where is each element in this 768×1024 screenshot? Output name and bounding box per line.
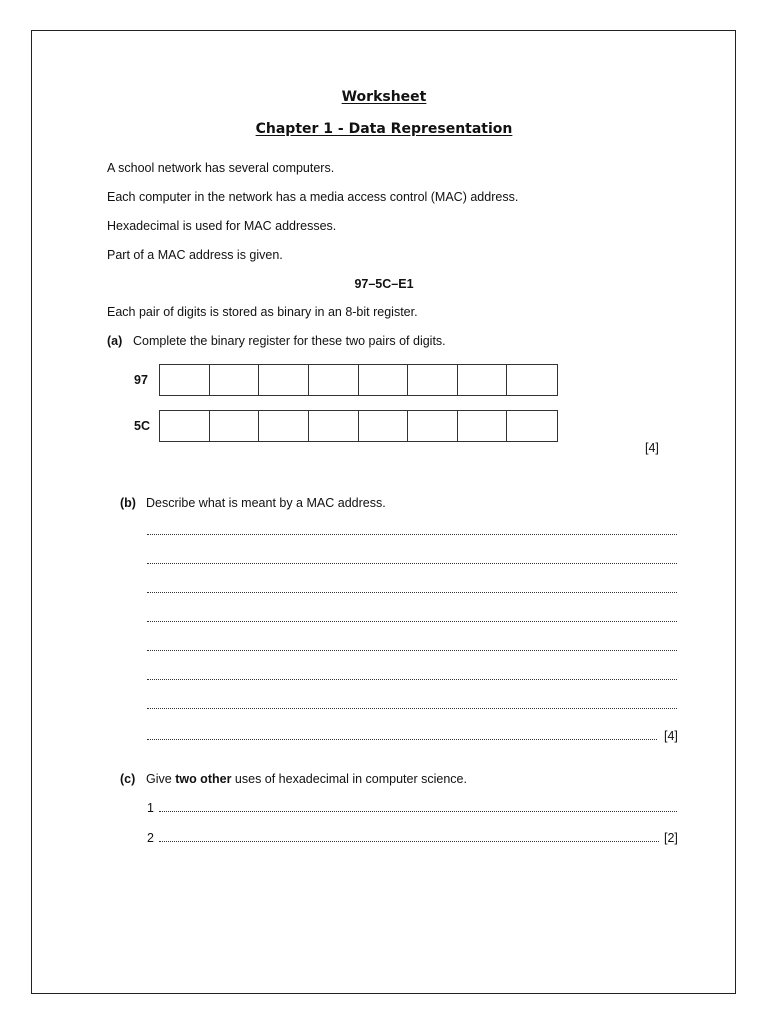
part-a-question: Complete the binary register for these two pairs of digits.	[133, 334, 446, 348]
part-a-marks: [4]	[645, 441, 659, 455]
part-a-label: (a)	[107, 334, 123, 348]
register-cell[interactable]	[259, 411, 309, 442]
part-c-marks: [2]	[664, 831, 678, 845]
worksheet-title: Worksheet	[341, 89, 427, 105]
answer-line[interactable]	[147, 650, 677, 651]
part-c-item-1-number: 1	[147, 801, 154, 815]
register-cell[interactable]	[458, 365, 508, 396]
answer-line[interactable]	[147, 563, 677, 564]
register-cell[interactable]	[408, 365, 458, 396]
register-cell[interactable]	[309, 411, 359, 442]
register-cell[interactable]	[359, 365, 409, 396]
intro-line-3: Hexadecimal is used for MAC addresses.	[107, 219, 337, 233]
intro-line-1: A school network has several computers.	[107, 161, 335, 175]
intro-line-2: Each computer in the network has a media access control (MAC) address.	[107, 190, 519, 204]
intro-line-4: Part of a MAC address is given.	[107, 248, 283, 262]
answer-line[interactable]	[147, 739, 657, 740]
register-cell[interactable]	[507, 365, 557, 396]
answer-line[interactable]	[147, 534, 677, 535]
register-label-5c: 5C	[134, 419, 150, 433]
answer-line[interactable]	[159, 811, 677, 812]
register-cell[interactable]	[359, 411, 409, 442]
register-cell[interactable]	[458, 411, 508, 442]
part-b-label: (b)	[120, 496, 136, 510]
register-cell[interactable]	[210, 411, 260, 442]
register-5c	[159, 410, 558, 442]
part-c-item-2-number: 2	[147, 831, 154, 845]
part-c-question	[146, 772, 467, 786]
register-cell[interactable]	[160, 411, 210, 442]
mac-address: 97–5C–E1	[354, 277, 414, 291]
answer-line[interactable]	[147, 621, 677, 622]
chapter-title: Chapter 1 - Data Representation	[255, 121, 513, 137]
part-c-text-before: Give	[146, 772, 176, 786]
register-cell[interactable]	[507, 411, 557, 442]
answer-line[interactable]	[147, 592, 677, 593]
storage-note: Each pair of digits is stored as binary in an 8-bit register.	[107, 305, 418, 319]
part-c-label: (c)	[120, 772, 136, 786]
answer-line[interactable]	[147, 708, 677, 709]
register-cell[interactable]	[160, 365, 210, 396]
part-b-marks: [4]	[664, 729, 678, 743]
register-cell[interactable]	[259, 365, 309, 396]
part-c-text-bold: two other	[175, 772, 232, 786]
part-b-question: Describe what is meant by a MAC address.	[146, 496, 386, 510]
part-c-text-after: uses of hexadecimal in computer science.	[231, 772, 467, 786]
answer-line[interactable]	[147, 679, 677, 680]
register-cell[interactable]	[408, 411, 458, 442]
register-97	[159, 364, 558, 396]
register-cell[interactable]	[210, 365, 260, 396]
register-cell[interactable]	[309, 365, 359, 396]
answer-line[interactable]	[159, 841, 659, 842]
register-label-97: 97	[134, 373, 148, 387]
